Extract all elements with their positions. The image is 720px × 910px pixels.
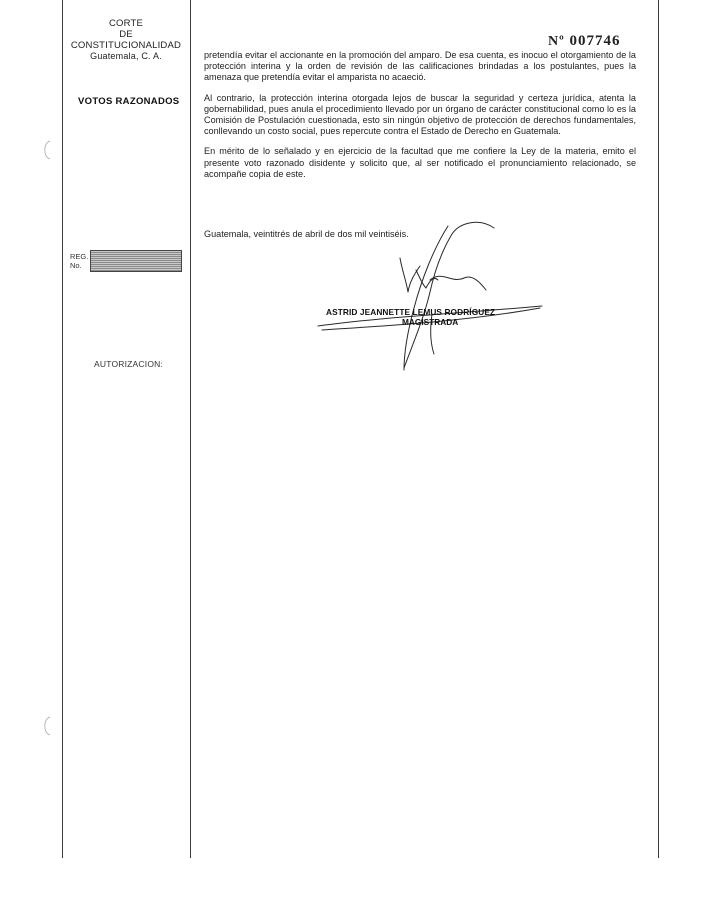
sidebar-divider-rule [190, 0, 191, 858]
court-header [64, 18, 188, 62]
signatory-title: MAGISTRADA [402, 317, 459, 327]
closing-date-line: Guatemala, veintitrés de abril de dos mil veintiséis. [204, 229, 409, 239]
body-paragraph: En mérito de lo señalado y en ejercicio de la facultad que me confiere la Ley de la materia, emito el presente voto razonado disidente y solicito que, al ser notificado el pronunciamiento relacionado, se acompañe copia de este. [204, 146, 636, 179]
right-margin-rule [658, 0, 659, 858]
registration-number-box [90, 250, 182, 272]
reg-label-line: No. [70, 261, 82, 270]
authorization-label: AUTORIZACION: [94, 359, 164, 369]
reg-label [70, 252, 88, 270]
document-number [548, 33, 620, 50]
section-title: VOTOS RAZONADOS [78, 96, 180, 107]
number-prefix: Nº [548, 34, 565, 49]
signatory-name: ASTRID JEANNETTE LEMUS RODRÍGUEZ [326, 307, 496, 317]
court-name-line: DE [119, 29, 133, 40]
body-paragraph: pretendía evitar el accionante en la promoción del amparo. De esa cuenta, es inocuo el otorgamiento de la protección interina y la orden de revisión de las calificaciones brindadas a los postulantes, pues la amenaza que pretendía evitar el amparista no acaeció. [204, 50, 636, 83]
body-paragraph: Al contrario, la protección interina otorgada lejos de buscar la seguridad y certeza jurídica, atenta la gobernabilidad, pues anula el procedimiento llevado por un órgano de carácter constitucional como lo es la Comisión de Postulación cuestionada, esto sin ningún objetivo de protección de derechos fundamentales, conllevando un costo social, pues repercute contra el Estado de Derecho en Guatemala. [204, 92, 636, 137]
punch-hole-icon [40, 140, 52, 160]
court-name-line: CONSTITUCIONALIDAD [70, 40, 182, 51]
reg-label-line: REG. [70, 252, 89, 261]
document-body [204, 50, 636, 189]
handwritten-signature [312, 218, 552, 378]
court-city: Guatemala, C. A. [90, 51, 162, 61]
punch-hole-icon [40, 716, 52, 736]
court-name-line: CORTE [108, 18, 144, 29]
number-value: 007746 [569, 33, 621, 49]
left-margin-rule [62, 0, 63, 858]
